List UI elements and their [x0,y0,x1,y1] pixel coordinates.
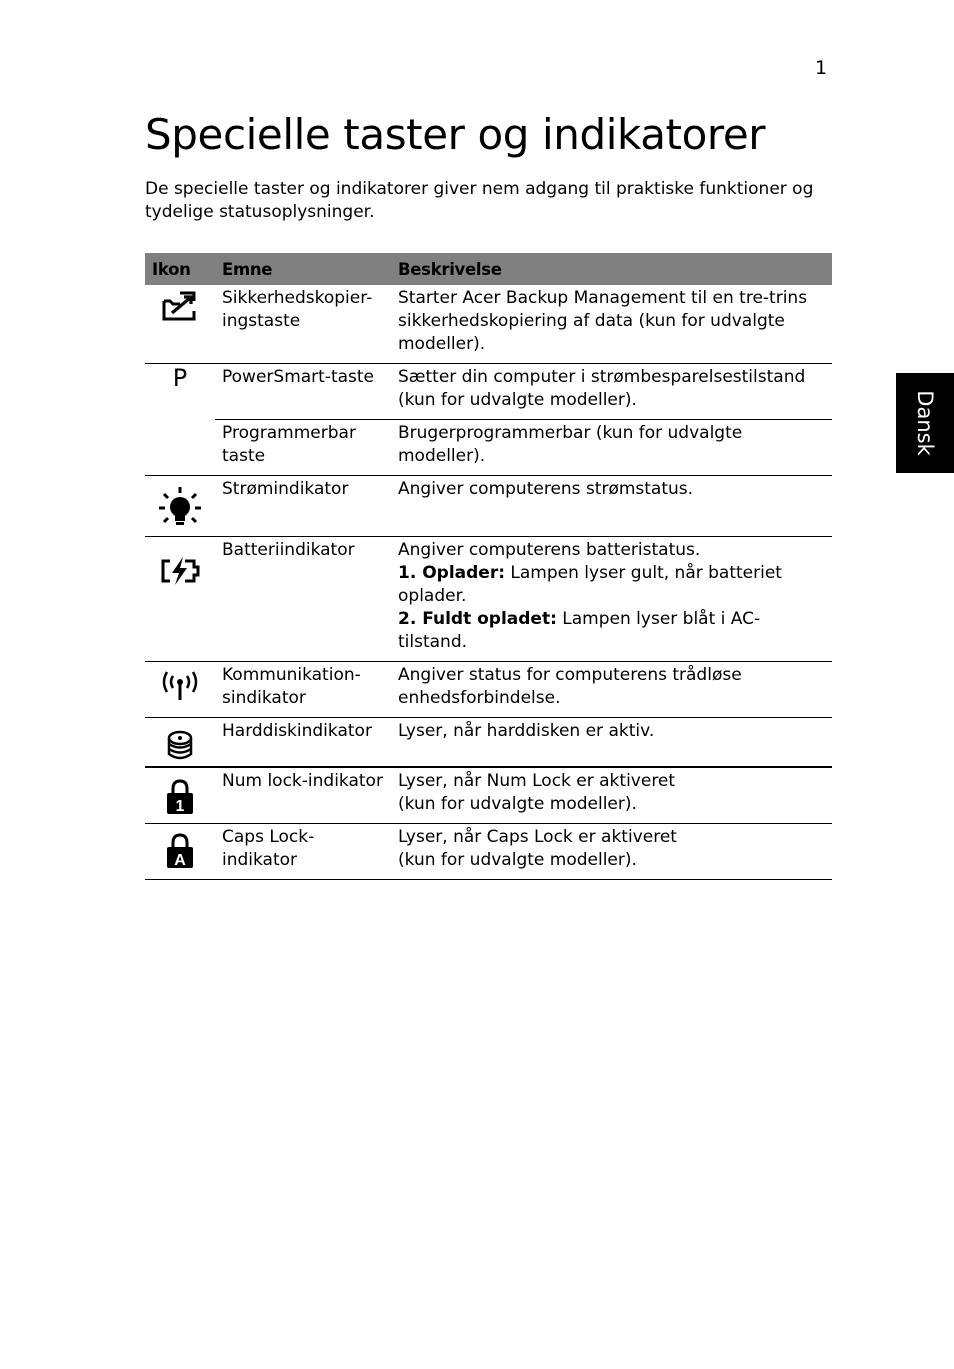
row-description: Angiver computerens strømstatus. [391,476,832,537]
row-topic: Batteriindikator [215,537,391,662]
table-row [145,285,832,364]
table-row [145,662,832,718]
icon-cell [145,718,215,768]
hard-disk-icon [158,726,202,766]
table-row [145,718,832,768]
icon-cell [145,537,215,662]
row-topic: Programmerbar taste [215,420,391,476]
keys-table [145,253,832,880]
row-description: Brugerprogrammerbar (kun for udvalgte modeller). [391,420,832,476]
table-row [145,824,832,880]
row-topic: Caps Lock-indikator [215,824,391,880]
description-line: Lyser, når Num Lock er aktiveret [398,771,676,791]
row-description: Starter Acer Backup Management til en tre-trins sikkerhedskopiering af data (kun for udvalgte modeller). [391,285,832,364]
header-icon: Ikon [145,253,215,285]
step-label: 1. Oplader: [398,563,506,583]
row-description [391,824,832,880]
language-tab-label: Dansk [913,390,937,456]
icon-cell [145,364,215,476]
table-header-row [145,253,832,285]
svg-text:1: 1 [175,798,185,815]
description-line-2: (kun for udvalgte modeller). [398,850,637,870]
table-row [145,476,832,537]
language-tab [896,373,954,473]
icon-cell [145,767,215,824]
row-description [391,537,832,662]
row-description [391,767,832,824]
table-row [145,537,832,662]
power-lightbulb-icon [155,484,205,536]
icon-cell [145,476,215,537]
row-topic: Kommunikation-sindikator [215,662,391,718]
num-lock-icon [158,776,202,820]
icon-cell [145,662,215,718]
caps-lock-icon [158,830,202,874]
description-line: Angiver computerens batteristatus. [398,540,701,560]
icon-cell [145,285,215,364]
wireless-antenna-icon [158,666,202,706]
intro-paragraph: De specielle taster og indikatorer giver nem adgang til praktiske funktioner og tydelige statusoplysninger. [145,179,814,222]
page-title: Specielle taster og indikatorer [145,110,766,159]
row-topic: Strømindikator [215,476,391,537]
charged-step [398,608,825,654]
row-description: Lyser, når harddisken er aktiv. [391,718,832,768]
step-label: 2. Fuldt opladet: [398,609,557,629]
step-text: Lampen lyser blåt i AC-tilstand. [398,609,761,652]
battery-charge-icon [158,553,202,593]
page-number: 1 [815,57,828,79]
row-topic: Sikkerhedskopier-ingstaste [215,285,391,364]
row-topic: Num lock-indikator [215,767,391,824]
row-description: Sætter din computer i strømbesparelsestilstand (kun for udvalgte modeller). [391,364,832,420]
header-description: Beskrivelse [391,253,832,285]
row-description: Angiver status for computerens trådløse enhedsforbindelse. [391,662,832,718]
table-row [145,364,832,420]
svg-text:A: A [174,852,186,869]
powersmart-p-icon: P [172,364,188,392]
icon-cell [145,824,215,880]
header-topic: Emne [215,253,391,285]
row-topic: Harddiskindikator [215,718,391,768]
description-line: Lyser, når Caps Lock er aktiveret [398,827,677,847]
row-topic: PowerSmart-taste [215,364,391,420]
backup-icon [158,285,202,325]
table-row [145,767,832,824]
table-row [145,420,832,476]
step-text: Lampen lyser gult, når batteriet oplader. [398,563,782,606]
charging-step [398,562,825,608]
description-line-2: (kun for udvalgte modeller). [398,794,637,814]
